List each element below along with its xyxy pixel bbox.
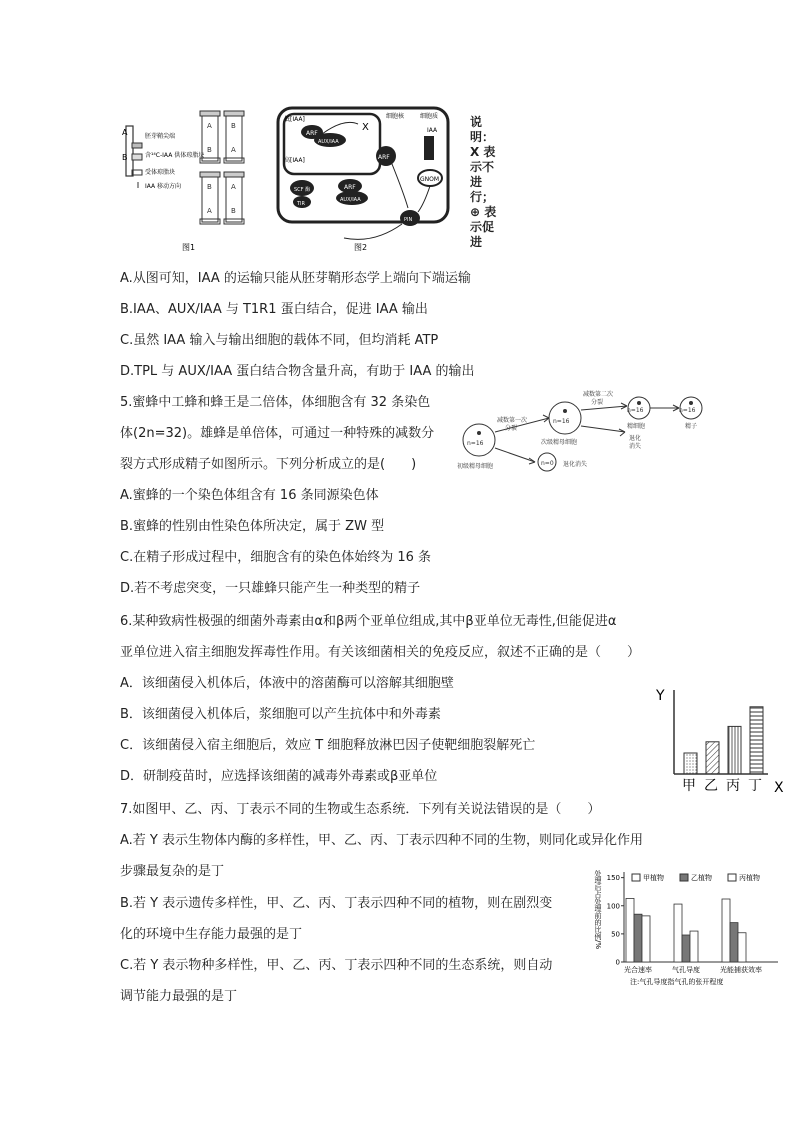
q4-option-a: A.从图可知，IAA 的运输只能从胚芽鞘形态学上端向下端运输 bbox=[120, 271, 471, 286]
svg-text:PIN: PIN bbox=[404, 217, 413, 223]
q6-option-b: B．该细菌侵入机体后，浆细胞可以产生抗体中和外毒素 bbox=[120, 707, 441, 722]
note-title: 说明： bbox=[470, 115, 495, 144]
chart1-bar-3 bbox=[750, 707, 763, 774]
chart2-legend-label-1: 乙植物 bbox=[691, 874, 712, 882]
chart1-bar-1 bbox=[706, 742, 719, 774]
chart2-bar-1-0 bbox=[674, 904, 682, 962]
chart1-ylabel: Y bbox=[656, 688, 665, 704]
svg-text:分裂: 分裂 bbox=[591, 399, 604, 406]
svg-text:精细胞: 精细胞 bbox=[627, 423, 646, 430]
svg-text:B: B bbox=[231, 122, 236, 130]
chart2-legend-swatch-0 bbox=[632, 874, 640, 881]
chart2-bar-1-1 bbox=[682, 935, 690, 962]
q7-option-c-1: C.若 Y 表示物种多样性，甲、乙、丙、丁表示四种不同的生态系统，则自动 bbox=[120, 958, 553, 973]
q6-option-d: D．研制疫苗时，应选择该细菌的减毒外毒素或β亚单位 bbox=[120, 769, 438, 784]
svg-text:退化消失: 退化消失 bbox=[563, 461, 588, 468]
q7-option-c-2: 调节能力最强的是丁 bbox=[120, 989, 238, 1004]
q7-option-a-1: A.若 Y 表示生物体内酶的多样性，甲、乙、丙、丁表示四种不同的生物，则同化或异化作用 bbox=[120, 833, 644, 848]
q6-option-a: A．该细菌侵入机体后，体液中的溶菌酶可以溶解其细胞壁 bbox=[120, 676, 454, 691]
svg-text:B: B bbox=[231, 207, 236, 215]
svg-text:退化: 退化 bbox=[629, 435, 642, 442]
q5-option-b: B.蜜蜂的性别由性染色体所决定，属于 ZW 型 bbox=[120, 519, 385, 534]
q7-stem: 7.如图甲、乙、丙、丁表示不同的生物或生态系统．下列有关说法错误的是（ ） bbox=[120, 802, 601, 817]
chart1-bar-0 bbox=[684, 753, 697, 774]
svg-text:胚芽鞘尖端: 胚芽鞘尖端 bbox=[145, 133, 176, 140]
svg-text:减数第一次: 减数第一次 bbox=[497, 417, 528, 424]
q4-option-b: B.IAA、AUX/IAA 与 T1R1 蛋白结合，促进 IAA 输出 bbox=[120, 302, 428, 317]
q7-option-a-2: 步骤最复杂的是丁 bbox=[120, 864, 225, 879]
chart2-legend-label-2: 丙植物 bbox=[739, 874, 760, 882]
svg-text:ARF: ARF bbox=[306, 130, 318, 137]
q6-option-c: C．该细菌侵入宿主细胞后，效应 T 细胞释放淋巴因子使靶细胞裂解死亡 bbox=[120, 738, 536, 753]
svg-text:n=16: n=16 bbox=[627, 407, 644, 414]
svg-text:TIR: TIR bbox=[297, 201, 306, 207]
svg-text:消失: 消失 bbox=[629, 443, 642, 450]
svg-text:SCF 酶: SCF 酶 bbox=[294, 187, 311, 193]
svg-text:IAA: IAA bbox=[427, 127, 438, 134]
chart1-xlabel: X bbox=[774, 780, 784, 796]
svg-text:A: A bbox=[122, 128, 128, 137]
chart2-ytick-label-1: 50 bbox=[611, 930, 620, 939]
svg-text:n=16: n=16 bbox=[553, 418, 570, 425]
q7-option-b-2: 化的环境中生存能力最强的是丁 bbox=[120, 927, 303, 942]
chart2-ytick-label-3: 150 bbox=[606, 874, 620, 883]
chart2-legend-swatch-1 bbox=[680, 874, 688, 881]
chart2-bar-1-2 bbox=[690, 931, 698, 962]
svg-text:次级精母细胞: 次级精母细胞 bbox=[541, 439, 578, 446]
bee-meiosis-diagram bbox=[455, 388, 710, 474]
q5-option-d: D.若不考虑突变，一只雄蜂只能产生一种类型的精子 bbox=[120, 581, 421, 596]
chart2-ytick-label-0: 0 bbox=[615, 958, 620, 967]
figure-note bbox=[470, 115, 504, 250]
svg-text:减数第二次: 减数第二次 bbox=[583, 391, 614, 398]
chart1-category-3: 丁 bbox=[748, 778, 762, 794]
plant-comparison-chart bbox=[590, 866, 786, 992]
q5-option-c: C.在精子形成过程中，细胞含有的染色体始终为 16 条 bbox=[120, 550, 432, 565]
svg-text:受体琼脂块: 受体琼脂块 bbox=[145, 169, 176, 176]
svg-text:A: A bbox=[207, 122, 212, 130]
svg-text:细胞质: 细胞质 bbox=[420, 113, 439, 120]
chart1-category-1: 乙 bbox=[704, 778, 718, 794]
chart2-category-1: 气孔导度 bbox=[672, 966, 700, 974]
diversity-bar-chart bbox=[650, 682, 790, 797]
chart2-category-0: 光合速率 bbox=[624, 966, 652, 974]
chart2-ytick-label-2: 100 bbox=[606, 902, 620, 911]
svg-text:图2: 图2 bbox=[354, 243, 368, 252]
chart2-bar-0-2 bbox=[642, 916, 650, 962]
svg-text:n=0: n=0 bbox=[541, 460, 554, 467]
svg-text:AUX/IAA: AUX/IAA bbox=[340, 197, 361, 203]
chart2-category-2: 光能捕获效率 bbox=[720, 966, 762, 974]
chart2-legend-swatch-2 bbox=[728, 874, 736, 881]
figure-1 bbox=[118, 108, 268, 258]
chart2-bar-2-1 bbox=[730, 923, 738, 962]
svg-text:B: B bbox=[207, 183, 212, 191]
note-line-1: X 表示不进行； bbox=[470, 145, 496, 204]
q5-stem-1: 5.蜜蜂中工蜂和蜂王是二倍体，体细胞含有 32 条染色 bbox=[120, 395, 431, 410]
svg-text:低[IAA]: 低[IAA] bbox=[284, 116, 305, 123]
q4-option-c: C.虽然 IAA 输入与输出细胞的载体不同，但均消耗 ATP bbox=[120, 333, 439, 348]
chart1-category-2: 丙 bbox=[726, 778, 740, 794]
chart2-bar-0-0 bbox=[626, 898, 634, 962]
chart2-legend-label-0: 甲植物 bbox=[643, 874, 664, 882]
svg-text:n=16: n=16 bbox=[467, 440, 484, 447]
chart2-bar-0-1 bbox=[634, 914, 642, 962]
svg-text:分裂: 分裂 bbox=[505, 425, 518, 432]
svg-text:A: A bbox=[207, 207, 212, 215]
q5-option-a: A.蜜蜂的一个染色体组含有 16 条同源染色体 bbox=[120, 488, 379, 503]
chart1-bar-2 bbox=[728, 726, 741, 774]
chart2-note: 注:气孔导度指气孔的张开程度 bbox=[630, 978, 724, 986]
q7-option-b-1: B.若 Y 表示遗传多样性，甲、乙、丙、丁表示四种不同的植物，则在剧烈变 bbox=[120, 896, 553, 911]
q5-stem-2: 体(2n=32)。雄蜂是单倍体，可通过一种特殊的减数分 bbox=[120, 426, 435, 441]
figure-2 bbox=[274, 104, 470, 254]
svg-text:GNOM: GNOM bbox=[420, 176, 440, 183]
q4-option-d: D.TPL 与 AUX/IAA 蛋白结合物含量升高，有助于 IAA 的输出 bbox=[120, 364, 475, 379]
svg-text:B: B bbox=[122, 153, 128, 162]
svg-text:高[IAA]: 高[IAA] bbox=[284, 157, 305, 164]
svg-text:X: X bbox=[362, 122, 369, 133]
svg-text:A: A bbox=[231, 146, 236, 154]
note-line-2: ⊕ 表示促进 bbox=[470, 205, 497, 249]
q6-stem-1: 6.某种致病性极强的细菌外毒素由α和β两个亚单位组成,其中β亚单位无毒性,但能促进α bbox=[120, 614, 617, 629]
svg-text:精子: 精子 bbox=[685, 423, 698, 430]
chart2-ylabel: 处理后占处理前的比例/% bbox=[594, 870, 602, 950]
svg-text:细胞核: 细胞核 bbox=[386, 113, 405, 120]
svg-text:ARF: ARF bbox=[344, 184, 356, 191]
q5-stem-3: 裂方式形成精子如图所示。下列分析成立的是( ) bbox=[120, 457, 417, 472]
chart1-category-0: 甲 bbox=[682, 778, 696, 794]
svg-text:AUX/IAA: AUX/IAA bbox=[318, 139, 339, 145]
chart2-bar-2-0 bbox=[722, 899, 730, 962]
svg-text:含¹⁴C-IAA 供体琼脂块: 含¹⁴C-IAA 供体琼脂块 bbox=[145, 152, 205, 159]
svg-text:B: B bbox=[207, 146, 212, 154]
svg-text:n=16: n=16 bbox=[679, 407, 696, 414]
q6-stem-2: 亚单位进入宿主细胞发挥毒性作用。有关该细菌相关的免疫反应，叙述不正确的是（ ） bbox=[120, 645, 641, 660]
chart2-bar-2-2 bbox=[738, 933, 746, 962]
svg-text:A: A bbox=[231, 183, 236, 191]
svg-text:初级精母细胞: 初级精母细胞 bbox=[457, 463, 494, 470]
svg-text:IAA 移动方向: IAA 移动方向 bbox=[145, 183, 182, 190]
svg-text:图1: 图1 bbox=[182, 243, 196, 252]
svg-text:ARF: ARF bbox=[378, 154, 390, 161]
